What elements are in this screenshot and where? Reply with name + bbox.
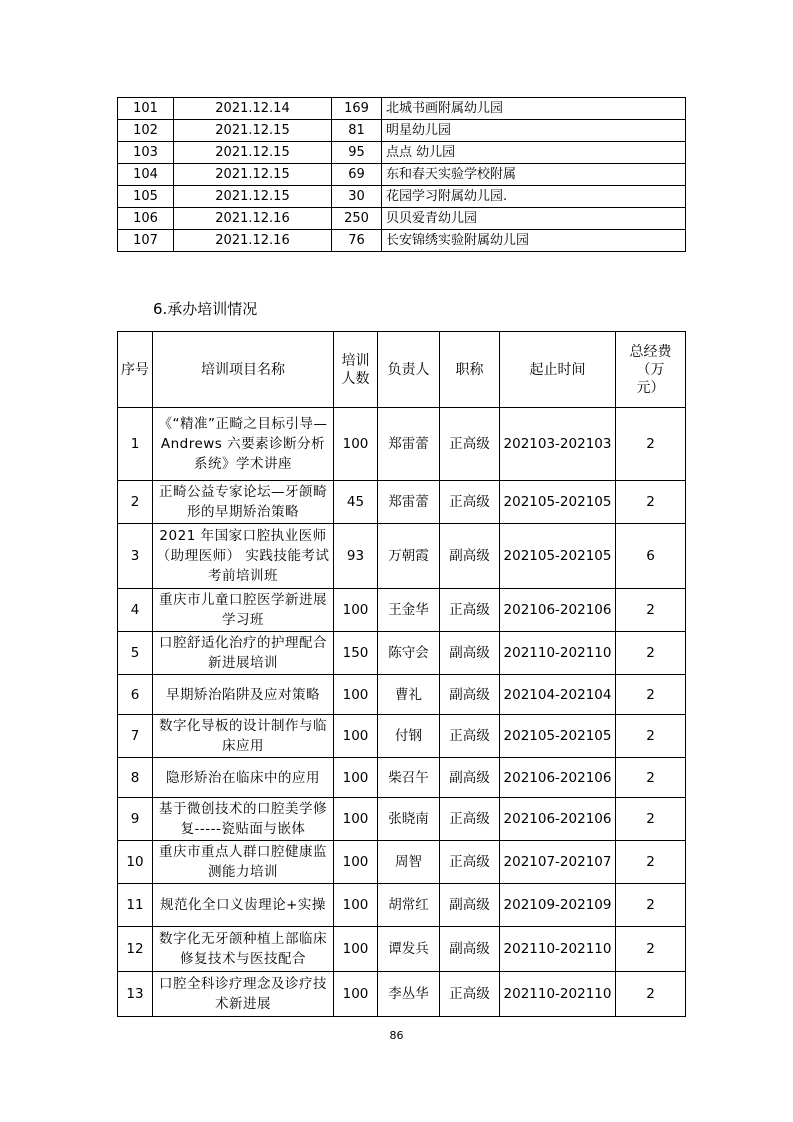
header-funds-line1: 总经费 (629, 343, 672, 360)
training-row-count: 100 (334, 927, 378, 972)
training-row-count: 100 (334, 884, 378, 927)
training-row-period: 202106-202106 (500, 589, 616, 632)
training-row-count: 100 (334, 408, 378, 481)
training-row-no: 13 (118, 972, 153, 1017)
school-row-count: 81 (332, 120, 382, 142)
training-row-funds: 2 (616, 632, 686, 675)
school-row (118, 98, 686, 120)
training-row-period: 202106-202106 (500, 758, 616, 798)
school-row-no: 105 (118, 186, 174, 208)
training-row-no: 9 (118, 798, 153, 841)
training-row-leader: 张晓南 (378, 798, 440, 841)
training-table-body (118, 408, 686, 1017)
training-row-period: 202103-202103 (500, 408, 616, 481)
training-row-period: 202106-202106 (500, 798, 616, 841)
school-row (118, 230, 686, 252)
training-row-title: 副高级 (440, 524, 500, 589)
training-row-count: 93 (334, 524, 378, 589)
school-row-name: 东和春天实验学校附属 (382, 164, 686, 186)
training-row-project: 基于微创技术的口腔美学修复-----瓷贴面与嵌体 (153, 798, 334, 841)
header-leader: 负责人 (378, 332, 440, 408)
training-row-leader: 付钢 (378, 715, 440, 758)
training-row-period: 202110-202110 (500, 927, 616, 972)
school-row-count: 76 (332, 230, 382, 252)
training-row-title: 副高级 (440, 675, 500, 715)
training-row-leader: 胡常红 (378, 884, 440, 927)
training-row (118, 589, 686, 632)
school-row (118, 142, 686, 164)
school-row-no: 107 (118, 230, 174, 252)
training-row-funds: 2 (616, 715, 686, 758)
school-row (118, 208, 686, 230)
training-row-period: 202105-202105 (500, 481, 616, 524)
training-row-leader: 万朝霞 (378, 524, 440, 589)
training-row-project: 重庆市重点人群口腔健康监测能力培训 (153, 841, 334, 884)
training-row-title: 副高级 (440, 632, 500, 675)
training-row-funds: 2 (616, 408, 686, 481)
training-row-count: 100 (334, 758, 378, 798)
training-row-title: 正高级 (440, 481, 500, 524)
school-list-body (118, 98, 686, 252)
training-row (118, 675, 686, 715)
training-row-leader: 周智 (378, 841, 440, 884)
training-row-period: 202109-202109 (500, 884, 616, 927)
header-funds-line3: 元） (636, 379, 665, 396)
training-row-period: 202107-202107 (500, 841, 616, 884)
training-row-title: 正高级 (440, 715, 500, 758)
header-funds (616, 332, 686, 408)
header-period: 起止时间 (500, 332, 616, 408)
school-row-no: 102 (118, 120, 174, 142)
training-row-project: 隐形矫治在临床中的应用 (153, 758, 334, 798)
training-row-count: 150 (334, 632, 378, 675)
training-row-funds: 2 (616, 481, 686, 524)
training-row-leader: 曹礼 (378, 675, 440, 715)
training-row (118, 715, 686, 758)
training-row-project: 早期矫治陷阱及应对策略 (153, 675, 334, 715)
school-row-count: 69 (332, 164, 382, 186)
training-row-title: 正高级 (440, 589, 500, 632)
training-row-project: 口腔全科诊疗理念及诊疗技术新进展 (153, 972, 334, 1017)
training-row-funds: 2 (616, 589, 686, 632)
training-row-project: 数字化导板的设计制作与临床应用 (153, 715, 334, 758)
training-row-funds: 2 (616, 758, 686, 798)
school-row-no: 103 (118, 142, 174, 164)
school-row-date: 2021.12.15 (174, 186, 332, 208)
training-row-funds: 2 (616, 798, 686, 841)
training-row-count: 45 (334, 481, 378, 524)
school-row-no: 106 (118, 208, 174, 230)
training-row-funds: 2 (616, 841, 686, 884)
training-row-project: 《“精准”正畸之目标引导—Andrews 六要素诊断分析系统》学术讲座 (153, 408, 334, 481)
header-funds-line2: （万 (636, 361, 665, 378)
training-row-leader: 郑雷蕾 (378, 408, 440, 481)
header-count (334, 332, 378, 408)
school-row-date: 2021.12.15 (174, 164, 332, 186)
training-row (118, 927, 686, 972)
training-row-project: 重庆市儿童口腔医学新进展学习班 (153, 589, 334, 632)
training-row-project: 正畸公益专家论坛—牙颌畸形的早期矫治策略 (153, 481, 334, 524)
school-row (118, 186, 686, 208)
training-row-title: 正高级 (440, 972, 500, 1017)
training-row-no: 1 (118, 408, 153, 481)
school-row-name: 明星幼儿园 (382, 120, 686, 142)
header-title: 职称 (440, 332, 500, 408)
training-row-title: 副高级 (440, 927, 500, 972)
page-number: 86 (389, 1029, 404, 1042)
training-row (118, 758, 686, 798)
training-row (118, 408, 686, 481)
training-row (118, 632, 686, 675)
school-row-date: 2021.12.14 (174, 98, 332, 120)
header-count-line1: 培训 (341, 352, 370, 369)
training-row-no: 4 (118, 589, 153, 632)
school-row-no: 104 (118, 164, 174, 186)
training-row-no: 5 (118, 632, 153, 675)
training-row (118, 841, 686, 884)
section-heading: 6.承办培训情况 (153, 300, 258, 318)
training-row-count: 100 (334, 675, 378, 715)
training-row-leader: 郑雷蕾 (378, 481, 440, 524)
school-row-name: 花园学习附属幼儿园. (382, 186, 686, 208)
training-row-count: 100 (334, 972, 378, 1017)
training-row-no: 3 (118, 524, 153, 589)
training-row-project: 规范化全口义齿理论+实操 (153, 884, 334, 927)
training-row-leader: 柴召午 (378, 758, 440, 798)
training-row-project: 数字化无牙颌种植上部临床修复技术与医技配合 (153, 927, 334, 972)
school-row-count: 30 (332, 186, 382, 208)
school-row-count: 169 (332, 98, 382, 120)
training-row-project: 口腔舒适化治疗的护理配合新进展培训 (153, 632, 334, 675)
training-row-period: 202105-202105 (500, 715, 616, 758)
training-row-no: 11 (118, 884, 153, 927)
training-table-header (118, 332, 686, 408)
school-row (118, 120, 686, 142)
school-row-count: 95 (332, 142, 382, 164)
school-row-no: 101 (118, 98, 174, 120)
training-row (118, 798, 686, 841)
training-row-no: 8 (118, 758, 153, 798)
training-row-period: 202105-202105 (500, 524, 616, 589)
training-row-count: 100 (334, 589, 378, 632)
training-row-no: 7 (118, 715, 153, 758)
school-row-date: 2021.12.15 (174, 120, 332, 142)
school-row-name: 贝贝爱青幼儿园 (382, 208, 686, 230)
training-row-title: 副高级 (440, 758, 500, 798)
school-row-date: 2021.12.16 (174, 230, 332, 252)
training-row-period: 202110-202110 (500, 972, 616, 1017)
training-row-count: 100 (334, 715, 378, 758)
school-row-date: 2021.12.16 (174, 208, 332, 230)
training-row-title: 正高级 (440, 408, 500, 481)
training-row-project: 2021 年国家口腔执业医师（助理医师） 实践技能考试考前培训班 (153, 524, 334, 589)
training-row-count: 100 (334, 841, 378, 884)
school-row-name: 长安锦绣实验附属幼儿园 (382, 230, 686, 252)
training-row-funds: 2 (616, 927, 686, 972)
training-row-funds: 6 (616, 524, 686, 589)
training-row (118, 884, 686, 927)
training-row-leader: 谭发兵 (378, 927, 440, 972)
training-row-funds: 2 (616, 884, 686, 927)
training-row-period: 202104-202104 (500, 675, 616, 715)
training-row-funds: 2 (616, 675, 686, 715)
training-row-leader: 陈守会 (378, 632, 440, 675)
training-row (118, 972, 686, 1017)
training-row-leader: 王金华 (378, 589, 440, 632)
header-count-line2: 人数 (341, 370, 370, 387)
training-row-no: 2 (118, 481, 153, 524)
school-row-count: 250 (332, 208, 382, 230)
training-row-count: 100 (334, 798, 378, 841)
school-list-table (117, 97, 686, 252)
training-row-title: 正高级 (440, 841, 500, 884)
header-no: 序号 (118, 332, 153, 408)
header-project: 培训项目名称 (153, 332, 334, 408)
school-row-date: 2021.12.15 (174, 142, 332, 164)
training-row (118, 524, 686, 589)
training-table (117, 331, 686, 1017)
training-row-leader: 李丛华 (378, 972, 440, 1017)
school-row-name: 点点 幼儿园 (382, 142, 686, 164)
training-row (118, 481, 686, 524)
training-row-funds: 2 (616, 972, 686, 1017)
training-row-no: 6 (118, 675, 153, 715)
school-row-name: 北城书画附属幼儿园 (382, 98, 686, 120)
training-row-no: 10 (118, 841, 153, 884)
training-row-title: 正高级 (440, 798, 500, 841)
training-row-no: 12 (118, 927, 153, 972)
school-row (118, 164, 686, 186)
training-row-title: 副高级 (440, 884, 500, 927)
training-row-period: 202110-202110 (500, 632, 616, 675)
